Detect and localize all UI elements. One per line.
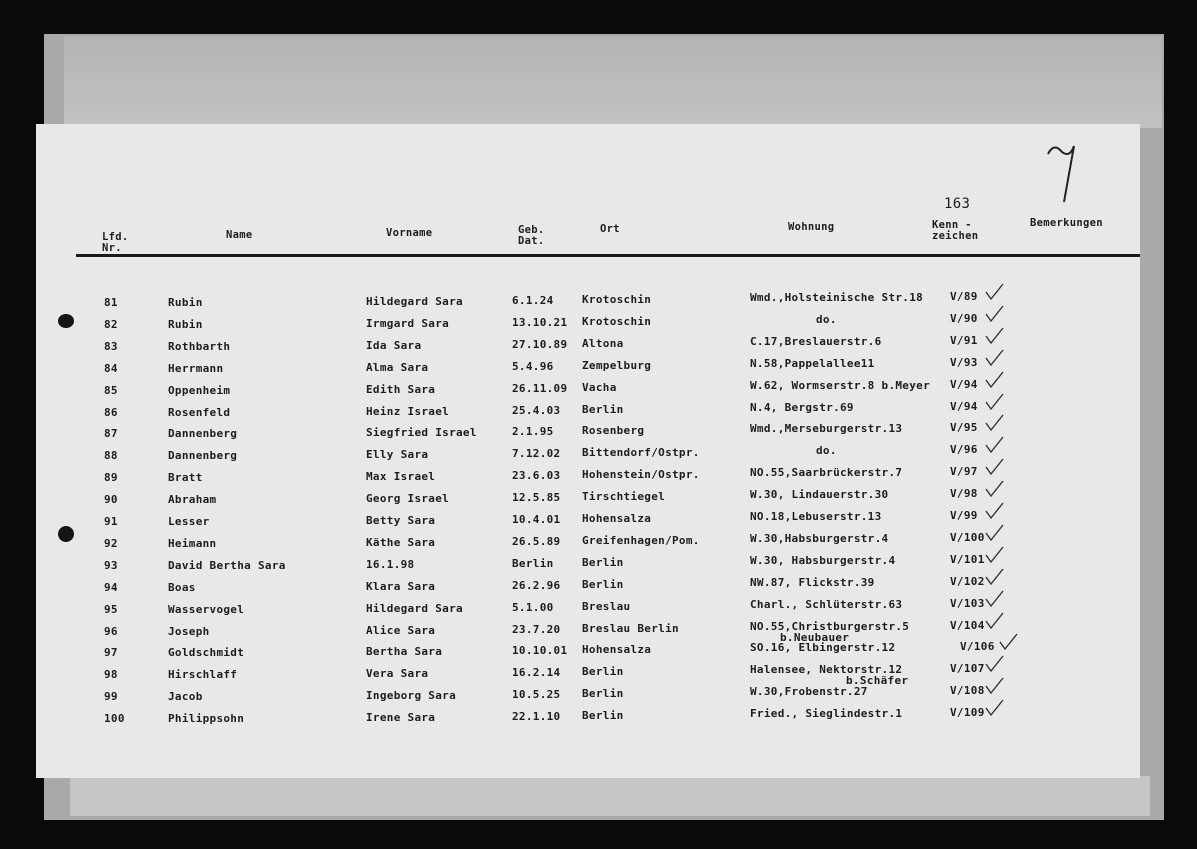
row-geb-dat: 23.6.03 bbox=[512, 469, 561, 483]
row-geb-dat: 10.4.01 bbox=[512, 513, 561, 526]
row-kennzeichen: V/106 bbox=[960, 640, 995, 654]
row-ort: Hohenstein/Ostpr. bbox=[582, 468, 700, 482]
row-geb-dat: 2.1.95 bbox=[512, 425, 554, 439]
row-ort: Tirschtiegel bbox=[582, 490, 666, 504]
row-kennzeichen: V/109 bbox=[950, 706, 985, 720]
row-kennzeichen: V/99 bbox=[950, 509, 978, 522]
row-wohnung: W.30,Frobenstr.27 bbox=[750, 685, 868, 699]
row-name: Jacob bbox=[168, 690, 203, 704]
row-ort: Zempelburg bbox=[582, 358, 652, 372]
row-number: 89 bbox=[104, 471, 118, 485]
row-name: Rubin bbox=[168, 317, 203, 331]
row-ort: Berlin bbox=[582, 687, 624, 701]
checkmark-icon bbox=[984, 479, 1006, 499]
row-number: 91 bbox=[104, 515, 118, 528]
row-number: 96 bbox=[104, 624, 118, 638]
row-vorname: Edith Sara bbox=[366, 382, 436, 396]
row-number: 94 bbox=[104, 580, 118, 594]
row-kennzeichen: V/91 bbox=[950, 333, 978, 347]
header-bemerkungen: Bemerkungen bbox=[1030, 217, 1103, 229]
checkmark-icon bbox=[984, 654, 1006, 674]
row-name: David Bertha Sara bbox=[168, 558, 286, 572]
row-wohnung: SO.16, Elbingerstr.12 bbox=[750, 641, 896, 655]
row-kennzeichen: V/90 bbox=[950, 311, 978, 325]
header-name: Name bbox=[226, 229, 253, 241]
row-vorname: Irene Sara bbox=[366, 711, 436, 725]
row-number: 99 bbox=[104, 690, 118, 704]
row-name: Boas bbox=[168, 580, 196, 594]
row-wohnung: Fried., Sieglindestr.1 bbox=[750, 707, 903, 721]
checkmark-icon bbox=[984, 282, 1006, 302]
row-geb-dat: 27.10.89 bbox=[512, 337, 568, 351]
row-number: 86 bbox=[104, 405, 118, 419]
row-geb-dat: 7.12.02 bbox=[512, 447, 561, 461]
row-vorname: Irmgard Sara bbox=[366, 316, 450, 330]
row-wohnung: Halensee, Nektorstr.12 bbox=[750, 663, 903, 677]
row-number: 83 bbox=[104, 339, 118, 353]
row-name: Joseph bbox=[168, 624, 210, 638]
row-number: 81 bbox=[104, 296, 118, 309]
checkmark-icon bbox=[984, 676, 1006, 696]
row-geb-dat: Berlin bbox=[512, 556, 554, 570]
checkmark-icon bbox=[998, 632, 1020, 652]
checkmark-icon bbox=[984, 326, 1006, 346]
row-wohnung: do. bbox=[816, 444, 837, 458]
checkmark-icon bbox=[984, 348, 1006, 368]
row-name: Philippsohn bbox=[168, 712, 245, 726]
row-geb-dat: 22.1.10 bbox=[512, 710, 561, 724]
row-wohnung-note: b.Neubauer bbox=[780, 630, 850, 644]
row-number: 88 bbox=[104, 449, 118, 463]
row-number: 92 bbox=[104, 536, 118, 550]
row-kennzeichen: V/93 bbox=[950, 355, 978, 369]
checkmark-icon bbox=[984, 567, 1006, 587]
row-geb-dat: 26.11.09 bbox=[512, 381, 568, 395]
row-name: Dannenberg bbox=[168, 427, 238, 441]
row-vorname: Hildegard Sara bbox=[366, 295, 463, 308]
row-name: Heimann bbox=[168, 536, 217, 550]
handwritten-seven-mark bbox=[1040, 140, 1090, 210]
row-number: 90 bbox=[104, 493, 118, 507]
row-wohnung: NO.55,Christburgerstr.5 bbox=[750, 619, 910, 633]
row-kennzeichen: V/95 bbox=[950, 421, 978, 435]
checkmark-icon bbox=[984, 304, 1006, 324]
checkmark-icon bbox=[984, 589, 1006, 609]
row-kennzeichen: V/98 bbox=[950, 487, 978, 501]
checkmark-icon bbox=[984, 523, 1006, 543]
row-wohnung: Charl., Schlüterstr.63 bbox=[750, 597, 903, 611]
row-wohnung-note: b.Schäfer bbox=[846, 674, 909, 688]
row-vorname: Hildegard Sara bbox=[366, 601, 463, 615]
row-wohnung: Wmd.,Holsteinische Str.18 bbox=[750, 291, 924, 304]
row-kennzeichen: V/94 bbox=[950, 399, 978, 413]
row-geb-dat: 5.4.96 bbox=[512, 359, 554, 373]
row-geb-dat: 16.2.14 bbox=[512, 666, 561, 680]
row-kennzeichen: V/104 bbox=[950, 618, 985, 632]
row-name: Oppenheim bbox=[168, 383, 231, 397]
row-vorname: Ingeborg Sara bbox=[366, 689, 456, 703]
row-vorname: Klara Sara bbox=[366, 579, 436, 593]
row-vorname: Max Israel bbox=[366, 470, 436, 484]
row-number: 97 bbox=[104, 646, 118, 660]
row-kennzeichen: V/97 bbox=[950, 465, 978, 479]
row-wohnung: N.58,Pappelallee11 bbox=[750, 356, 875, 370]
row-geb-dat: 13.10.21 bbox=[512, 315, 568, 329]
row-name: Abraham bbox=[168, 493, 217, 507]
row-kennzeichen: V/96 bbox=[950, 443, 978, 457]
row-number: 87 bbox=[104, 427, 118, 441]
row-wohnung: NO.18,Lebuserstr.13 bbox=[750, 510, 882, 523]
row-kennzeichen: V/89 bbox=[950, 290, 978, 303]
row-ort: Bittendorf/Ostpr. bbox=[582, 446, 700, 460]
row-wohnung: NW.87, Flickstr.39 bbox=[750, 575, 875, 589]
page-number: 163 bbox=[944, 196, 971, 212]
row-number: 84 bbox=[104, 361, 118, 375]
checkmark-icon bbox=[984, 413, 1006, 433]
row-wohnung: do. bbox=[816, 312, 837, 326]
row-geb-dat: 26.5.89 bbox=[512, 534, 561, 548]
row-number: 82 bbox=[104, 317, 118, 331]
row-ort: Krotoschin bbox=[582, 293, 652, 306]
row-ort: Greifenhagen/Pom. bbox=[582, 533, 700, 547]
row-wohnung: N.4, Bergstr.69 bbox=[750, 400, 854, 414]
row-name: Wasservogel bbox=[168, 602, 245, 616]
row-ort: Breslau bbox=[582, 599, 631, 613]
row-name: Goldschmidt bbox=[168, 646, 245, 660]
row-vorname: Siegfried Israel bbox=[366, 426, 477, 440]
row-vorname: 16.1.98 bbox=[366, 557, 415, 571]
row-name: Rothbarth bbox=[168, 339, 231, 353]
header-geb-dat: Geb. Dat. bbox=[518, 224, 545, 247]
row-ort: Berlin bbox=[582, 402, 624, 416]
row-ort: Vacha bbox=[582, 380, 617, 394]
row-wohnung: W.30, Habsburgerstr.4 bbox=[750, 553, 896, 567]
row-vorname: Elly Sara bbox=[366, 448, 429, 462]
row-kennzeichen: V/101 bbox=[950, 552, 985, 566]
header-kennzeichen: Kenn - zeichen bbox=[932, 219, 979, 242]
row-name: Hirschlaff bbox=[168, 668, 238, 682]
row-kennzeichen: V/108 bbox=[950, 684, 985, 698]
row-geb-dat: 26.2.96 bbox=[512, 578, 561, 592]
row-name: Dannenberg bbox=[168, 449, 238, 463]
row-geb-dat: 5.1.00 bbox=[512, 600, 554, 614]
row-kennzeichen: V/102 bbox=[950, 574, 985, 588]
header-rule bbox=[76, 254, 1140, 257]
row-ort: Breslau Berlin bbox=[582, 621, 679, 635]
row-geb-dat: 12.5.85 bbox=[512, 491, 561, 505]
row-kennzeichen: V/103 bbox=[950, 596, 985, 610]
row-geb-dat: 23.7.20 bbox=[512, 622, 561, 636]
back-sheet-top-edge bbox=[64, 36, 1162, 128]
row-name: Rubin bbox=[168, 296, 203, 309]
row-ort: Krotoschin bbox=[582, 314, 652, 328]
header-wohnung: Wohnung bbox=[788, 221, 835, 233]
row-ort: Rosenberg bbox=[582, 424, 645, 438]
checkmark-icon bbox=[984, 435, 1006, 455]
row-geb-dat: 6.1.24 bbox=[512, 294, 554, 307]
row-vorname: Heinz Israel bbox=[366, 404, 450, 418]
row-wohnung: W.30,Habsburgerstr.4 bbox=[750, 531, 889, 545]
checkmark-icon bbox=[984, 501, 1006, 521]
row-number: 98 bbox=[104, 668, 118, 682]
back-sheet-bottom-edge bbox=[70, 776, 1150, 816]
row-vorname: Georg Israel bbox=[366, 492, 450, 506]
row-number: 85 bbox=[104, 383, 118, 397]
row-ort: Hohensalza bbox=[582, 512, 652, 525]
row-geb-dat: 25.4.03 bbox=[512, 403, 561, 417]
row-vorname: Betty Sara bbox=[366, 514, 436, 527]
row-ort: Berlin bbox=[582, 555, 624, 569]
row-ort: Berlin bbox=[582, 577, 624, 591]
row-name: Rosenfeld bbox=[168, 405, 231, 419]
row-geb-dat: 10.10.01 bbox=[512, 644, 568, 658]
row-vorname: Alice Sara bbox=[366, 623, 436, 637]
row-ort: Berlin bbox=[582, 709, 624, 723]
row-wohnung: W.62, Wormserstr.8 b.Meyer bbox=[750, 378, 930, 392]
row-kennzeichen: V/100 bbox=[950, 530, 985, 544]
row-wohnung: W.30, Lindauerstr.30 bbox=[750, 488, 889, 502]
row-number: 100 bbox=[104, 712, 125, 726]
row-wohnung: Wmd.,Merseburgerstr.13 bbox=[750, 422, 903, 436]
row-wohnung: NO.55,Saarbrückerstr.7 bbox=[750, 466, 903, 480]
checkmark-icon bbox=[984, 457, 1006, 477]
row-vorname: Vera Sara bbox=[366, 667, 429, 681]
row-name: Herrmann bbox=[168, 361, 224, 375]
checkmark-icon bbox=[984, 392, 1006, 412]
row-ort: Berlin bbox=[582, 665, 624, 679]
row-kennzeichen: V/94 bbox=[950, 377, 978, 391]
row-vorname: Käthe Sara bbox=[366, 535, 436, 549]
row-vorname: Ida Sara bbox=[366, 338, 422, 352]
header-lfd-nr: Lfd. Nr. bbox=[102, 231, 129, 254]
row-geb-dat: 10.5.25 bbox=[512, 688, 561, 702]
row-kennzeichen: V/107 bbox=[950, 662, 985, 676]
checkmark-icon bbox=[984, 698, 1006, 718]
row-wohnung: C.17,Breslauerstr.6 bbox=[750, 334, 882, 348]
punch-hole-bottom bbox=[56, 524, 78, 544]
checkmark-icon bbox=[984, 545, 1006, 565]
punch-hole-top bbox=[56, 312, 78, 330]
header-vorname: Vorname bbox=[386, 227, 433, 239]
row-vorname: Alma Sara bbox=[366, 360, 429, 374]
row-number: 95 bbox=[104, 602, 118, 616]
row-name: Lesser bbox=[168, 515, 210, 528]
row-vorname: Bertha Sara bbox=[366, 645, 443, 659]
checkmark-icon bbox=[984, 611, 1006, 631]
checkmark-icon bbox=[984, 370, 1006, 390]
row-name: Bratt bbox=[168, 471, 203, 485]
row-ort: Hohensalza bbox=[582, 643, 652, 657]
header-ort: Ort bbox=[600, 223, 620, 235]
row-ort: Altona bbox=[582, 336, 624, 350]
row-number: 93 bbox=[104, 558, 118, 572]
